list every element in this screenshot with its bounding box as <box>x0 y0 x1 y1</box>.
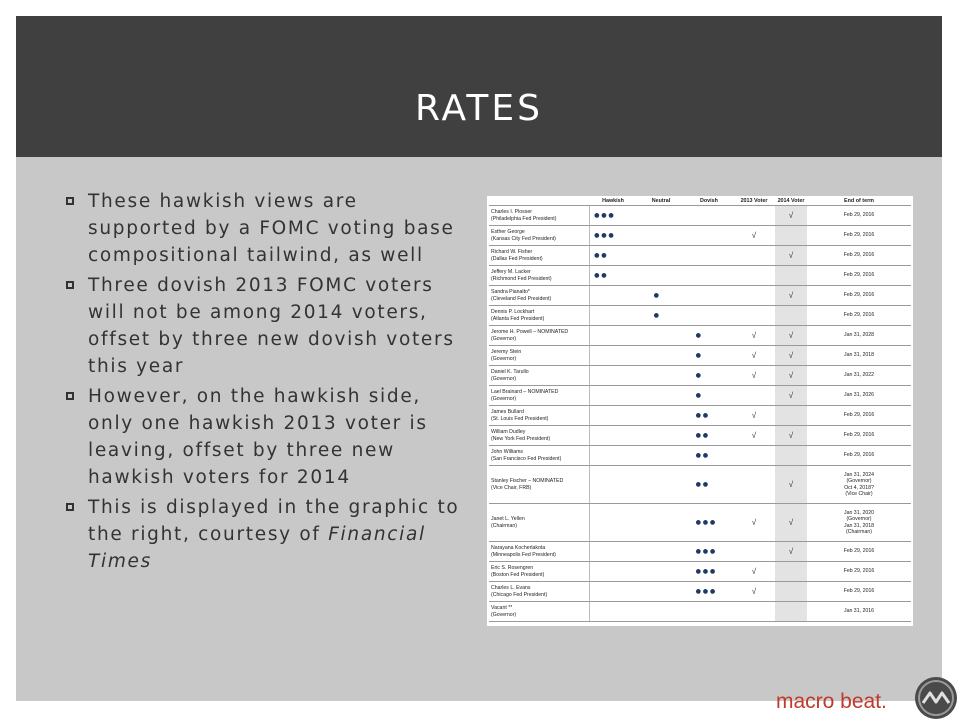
table-row <box>489 542 911 562</box>
member-cell <box>489 446 589 466</box>
stance-cell <box>637 266 685 286</box>
term-line: Jan 31, 2026 <box>844 392 874 399</box>
stance-cell <box>589 446 637 466</box>
header-2014-voter: 2014 Voter <box>775 196 807 206</box>
dovish-dots-icon: ●● <box>695 478 710 490</box>
dovish-dots-icon: ● <box>695 329 703 341</box>
dovish-dots-icon: ● <box>695 389 703 401</box>
stance-cell <box>589 306 637 326</box>
header-hawkish: Hawkish <box>589 196 637 206</box>
member-name: James Bullard <box>491 408 524 415</box>
voter-2013-cell <box>733 542 775 562</box>
term-line: Oct 4, 2018? <box>844 484 874 491</box>
stance-cell <box>685 206 733 226</box>
dovish-dots-icon: ●●● <box>695 545 717 557</box>
voter-2014-cell <box>775 226 807 246</box>
member-name: Dennis P. Lockhart <box>491 308 535 315</box>
voter-2014-cell: √ <box>775 366 807 386</box>
hawkish-dots-icon: ●●● <box>593 229 615 241</box>
member-role: (Boston Fed President) <box>491 571 545 578</box>
voter-2013-cell <box>733 386 775 406</box>
member-name: Daniel K. Tarullo <box>491 368 529 375</box>
member-name: Vacant ** <box>491 604 513 611</box>
member-name: Richard W. Fisher <box>491 248 533 255</box>
bullet-item: These hawkish views are supported by a FOMC voting base compositional tailwind, as well <box>66 188 466 269</box>
end-of-term-cell <box>807 286 911 306</box>
term-line: Feb 29, 2016 <box>843 548 875 555</box>
stance-cell <box>589 226 637 246</box>
source-name: Financial Times <box>88 524 426 572</box>
member-role: (Governor) <box>491 355 517 362</box>
bullet-item: This is displayed in the graphic to the right, courtesy of Financial Times <box>66 494 466 575</box>
member-cell <box>489 346 589 366</box>
table-row <box>489 286 911 306</box>
stance-cell <box>685 306 733 326</box>
term-line: Feb 29, 2016 <box>843 232 875 239</box>
table-header-row <box>489 196 911 206</box>
stance-cell <box>589 266 637 286</box>
voter-2013-cell: √ <box>733 346 775 366</box>
dovish-dots-icon: ● <box>695 369 703 381</box>
table-row <box>489 602 911 622</box>
stance-cell <box>685 602 733 622</box>
stance-cell <box>685 366 733 386</box>
voter-2014-cell <box>775 562 807 582</box>
term-line: Jan 31, 2024 <box>844 471 874 478</box>
member-role: (St. Louis Fed President) <box>491 415 549 422</box>
header-2013-voter: 2013 Voter <box>733 196 775 206</box>
stance-cell <box>589 582 637 602</box>
bullet-item: However, on the hawkish side, only one hawkish 2013 voter is leaving, offset by three new hawkish voters for 2014 <box>66 383 466 491</box>
member-name: Lael Brainard – NOMINATED <box>491 388 559 395</box>
stance-cell <box>685 466 733 504</box>
end-of-term-cell <box>807 426 911 446</box>
term-line: Jan 31, 2022 <box>844 372 874 379</box>
stance-cell <box>589 246 637 266</box>
voter-2014-cell: √ <box>775 246 807 266</box>
member-role: (Philadelphia Fed President) <box>491 215 557 222</box>
voter-2013-cell <box>733 286 775 306</box>
member-name: Jerome H. Powell – NOMINATED <box>491 328 569 335</box>
member-cell <box>489 466 589 504</box>
member-name: William Dudley <box>491 428 526 435</box>
voter-2014-cell: √ <box>775 286 807 306</box>
stance-cell <box>685 286 733 306</box>
voter-2014-cell: √ <box>775 346 807 366</box>
table-row <box>489 406 911 426</box>
dovish-dots-icon: ●● <box>695 409 710 421</box>
stance-cell <box>637 326 685 346</box>
stance-cell <box>685 446 733 466</box>
member-role: (San Francisco Fed President) <box>491 455 562 462</box>
member-cell <box>489 226 589 246</box>
stance-cell <box>637 206 685 226</box>
voter-2014-cell: √ <box>775 542 807 562</box>
member-cell <box>489 542 589 562</box>
member-name: Sandra Pianalto* <box>491 288 530 295</box>
member-name: Jeremy Stein <box>491 348 522 355</box>
end-of-term-cell <box>807 504 911 542</box>
stance-cell <box>589 326 637 346</box>
member-role: (Chairman) <box>491 522 517 529</box>
stance-cell <box>637 386 685 406</box>
stance-cell <box>637 446 685 466</box>
voter-2013-cell: √ <box>733 406 775 426</box>
table-body <box>489 206 911 622</box>
member-role: (Minneapolis Fed President) <box>491 551 556 558</box>
stance-cell <box>637 226 685 246</box>
term-line: Jan 31, 2016 <box>844 608 874 615</box>
term-line: Jan 31, 2018 <box>844 352 874 359</box>
stance-cell <box>637 562 685 582</box>
term-line: Feb 29, 2016 <box>843 252 875 259</box>
title-bar <box>16 16 942 157</box>
term-line: Feb 29, 2016 <box>843 588 875 595</box>
voter-2014-cell: √ <box>775 466 807 504</box>
member-name: Charles L. Evans <box>491 584 531 591</box>
member-role: (Governor) <box>491 611 517 618</box>
table-row <box>489 266 911 286</box>
member-name: Charles I. Plosser <box>491 208 532 215</box>
stance-cell <box>589 386 637 406</box>
member-cell <box>489 406 589 426</box>
term-line: Jan 31, 2018 <box>844 522 874 529</box>
table-row <box>489 466 911 504</box>
stance-cell <box>589 346 637 366</box>
voter-2014-cell: √ <box>775 206 807 226</box>
member-name: John Williams <box>491 448 523 455</box>
member-cell <box>489 366 589 386</box>
voter-2013-cell: √ <box>733 226 775 246</box>
stance-cell <box>589 206 637 226</box>
term-line: (Chairman) <box>846 529 872 535</box>
stance-cell <box>637 426 685 446</box>
neutral-dots-icon: ● <box>653 309 661 321</box>
end-of-term-cell <box>807 226 911 246</box>
stance-cell <box>637 466 685 504</box>
member-role: (Atlanta Fed President) <box>491 315 545 322</box>
stance-cell <box>685 226 733 246</box>
dovish-dots-icon: ●●● <box>695 585 717 597</box>
member-cell <box>489 602 589 622</box>
member-name: Esther George <box>491 228 525 235</box>
member-cell <box>489 266 589 286</box>
stance-cell <box>637 504 685 542</box>
member-role: (Governor) <box>491 375 517 382</box>
stance-cell <box>685 346 733 366</box>
fomc-table <box>489 196 911 622</box>
stance-cell <box>685 426 733 446</box>
stance-cell <box>685 542 733 562</box>
stance-cell <box>589 602 637 622</box>
term-line: Feb 29, 2016 <box>843 272 875 279</box>
stance-cell <box>637 346 685 366</box>
member-cell <box>489 504 589 542</box>
end-of-term-cell <box>807 466 911 504</box>
header-dovish: Dovish <box>685 196 733 206</box>
member-role: (Governor) <box>491 395 517 402</box>
end-of-term-cell <box>807 602 911 622</box>
bullet-item: Three dovish 2013 FOMC voters will not be among 2014 voters, offset by three new dovish voters this year <box>66 272 466 380</box>
voter-2013-cell: √ <box>733 426 775 446</box>
term-line: (Vice Chair) <box>845 491 873 497</box>
voter-2013-cell <box>733 466 775 504</box>
stance-cell <box>637 542 685 562</box>
end-of-term-cell <box>807 562 911 582</box>
voter-2013-cell: √ <box>733 504 775 542</box>
table-row <box>489 504 911 542</box>
header-neutral: Neutral <box>637 196 685 206</box>
voter-2014-cell <box>775 266 807 286</box>
table-row <box>489 246 911 266</box>
end-of-term-cell <box>807 246 911 266</box>
macro-beat-logo-icon <box>914 676 958 720</box>
table-row <box>489 306 911 326</box>
voter-2013-cell <box>733 602 775 622</box>
term-line: Feb 29, 2016 <box>843 432 875 439</box>
fomc-voter-graphic <box>487 196 913 626</box>
dovish-dots-icon: ● <box>695 349 703 361</box>
stance-cell <box>685 326 733 346</box>
stance-cell <box>637 306 685 326</box>
term-line: Jan 31, 2020 <box>844 509 874 516</box>
end-of-term-cell <box>807 306 911 326</box>
hawkish-dots-icon: ●●● <box>593 209 615 221</box>
stance-cell <box>637 406 685 426</box>
end-of-term-cell <box>807 582 911 602</box>
header-end-of-term: End of term <box>807 196 911 206</box>
member-cell <box>489 582 589 602</box>
member-role: (Dallas Fed President) <box>491 255 543 262</box>
end-of-term-cell <box>807 406 911 426</box>
stance-cell <box>685 504 733 542</box>
term-line: (Governor) <box>846 478 872 484</box>
member-cell <box>489 326 589 346</box>
slide-title: RATES <box>415 88 543 129</box>
member-role: (Chicago Fed President) <box>491 591 548 598</box>
end-of-term-cell <box>807 386 911 406</box>
table-row <box>489 346 911 366</box>
stance-cell <box>685 246 733 266</box>
end-of-term-cell <box>807 446 911 466</box>
member-name: Narayana Kocherlakota <box>491 544 546 551</box>
bullet-list <box>66 188 466 578</box>
bullet-marker-icon <box>66 281 74 289</box>
stance-cell <box>589 562 637 582</box>
end-of-term-cell <box>807 266 911 286</box>
stance-cell <box>685 266 733 286</box>
voter-2014-cell <box>775 582 807 602</box>
term-line: Feb 29, 2016 <box>843 452 875 459</box>
header-name <box>489 196 589 206</box>
member-name: Jeffery M. Lacker <box>491 268 531 275</box>
table-row <box>489 326 911 346</box>
stance-cell <box>685 582 733 602</box>
bullet-marker-icon <box>66 197 74 205</box>
table-row <box>489 562 911 582</box>
member-cell <box>489 562 589 582</box>
voter-2013-cell <box>733 306 775 326</box>
hawkish-dots-icon: ●● <box>593 269 608 281</box>
dovish-dots-icon: ●● <box>695 429 710 441</box>
end-of-term-cell <box>807 346 911 366</box>
voter-2014-cell <box>775 602 807 622</box>
stance-cell <box>685 386 733 406</box>
voter-2013-cell: √ <box>733 366 775 386</box>
end-of-term-cell <box>807 366 911 386</box>
voter-2013-cell: √ <box>733 326 775 346</box>
bullet-marker-icon <box>66 392 74 400</box>
end-of-term-cell <box>807 206 911 226</box>
member-name: Stanley Fischer – NOMINATED <box>491 477 564 484</box>
term-line: Feb 29, 2016 <box>843 568 875 575</box>
stance-cell <box>637 582 685 602</box>
member-role: (Cleveland Fed President) <box>491 295 552 302</box>
stance-cell <box>589 426 637 446</box>
member-cell <box>489 426 589 446</box>
table-row <box>489 206 911 226</box>
voter-2014-cell <box>775 306 807 326</box>
member-cell <box>489 206 589 226</box>
stance-cell <box>589 366 637 386</box>
end-of-term-cell <box>807 542 911 562</box>
stance-cell <box>637 366 685 386</box>
table-row <box>489 366 911 386</box>
stance-cell <box>637 286 685 306</box>
voter-2013-cell <box>733 206 775 226</box>
voter-2014-cell: √ <box>775 386 807 406</box>
neutral-dots-icon: ● <box>653 289 661 301</box>
table-row <box>489 446 911 466</box>
member-role: (Richmond Fed President) <box>491 275 552 282</box>
voter-2014-cell: √ <box>775 326 807 346</box>
member-role: (Kansas City Fed President) <box>491 235 556 242</box>
bullet-marker-icon <box>66 503 74 511</box>
term-line: Feb 29, 2016 <box>843 412 875 419</box>
voter-2013-cell: √ <box>733 562 775 582</box>
end-of-term-cell <box>807 326 911 346</box>
term-line: Feb 29, 2016 <box>843 212 875 219</box>
stance-cell <box>637 602 685 622</box>
member-role: (Vice Chair, FRB) <box>491 484 532 491</box>
term-line: Jan 31, 2028 <box>844 332 874 339</box>
stance-cell <box>589 406 637 426</box>
stance-cell <box>589 542 637 562</box>
member-cell <box>489 246 589 266</box>
voter-2013-cell <box>733 246 775 266</box>
stance-cell <box>589 466 637 504</box>
table-row <box>489 386 911 406</box>
voter-2013-cell <box>733 266 775 286</box>
brand-name: macro beat. <box>776 690 887 713</box>
dovish-dots-icon: ●● <box>695 449 710 461</box>
table-row <box>489 426 911 446</box>
dovish-dots-icon: ●●● <box>695 565 717 577</box>
member-cell <box>489 306 589 326</box>
member-name: Janet L. Yellen <box>491 515 525 522</box>
voter-2014-cell <box>775 406 807 426</box>
stance-cell <box>589 504 637 542</box>
voter-2013-cell: √ <box>733 582 775 602</box>
member-role: (New York Fed President) <box>491 435 551 442</box>
member-role: (Governor) <box>491 335 517 342</box>
stance-cell <box>685 562 733 582</box>
member-name: Eric S. Rosengren <box>491 564 534 571</box>
term-line: Feb 29, 2016 <box>843 312 875 319</box>
voter-2013-cell <box>733 446 775 466</box>
term-line: (Governor) <box>846 516 872 522</box>
member-cell <box>489 386 589 406</box>
stance-cell <box>589 286 637 306</box>
member-cell <box>489 286 589 306</box>
term-line: Feb 29, 2016 <box>843 292 875 299</box>
voter-2014-cell <box>775 446 807 466</box>
voter-2014-cell: √ <box>775 504 807 542</box>
table-row <box>489 582 911 602</box>
dovish-dots-icon: ●●● <box>695 516 717 528</box>
voter-2014-cell: √ <box>775 426 807 446</box>
stance-cell <box>685 406 733 426</box>
stance-cell <box>637 246 685 266</box>
table-row <box>489 226 911 246</box>
hawkish-dots-icon: ●● <box>593 249 608 261</box>
